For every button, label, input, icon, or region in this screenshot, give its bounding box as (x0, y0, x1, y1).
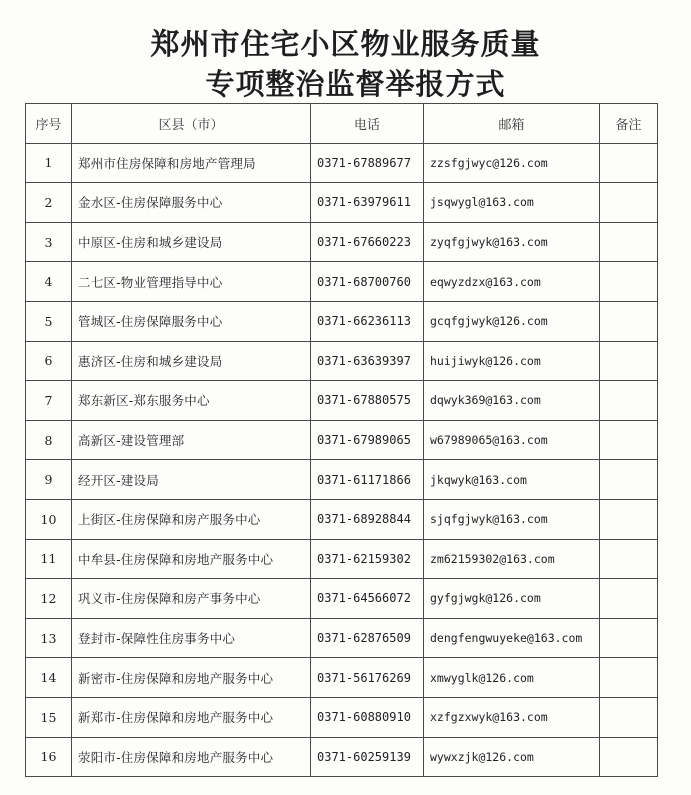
district-name: 郑东新区-郑东服务中心 (72, 381, 311, 421)
row-number: 5 (26, 301, 72, 341)
note-cell (600, 618, 658, 658)
header-email: 邮箱 (424, 104, 600, 144)
row-number: 9 (26, 460, 72, 500)
header-district: 区县（市） (72, 104, 311, 144)
table-row (26, 262, 658, 302)
email-address: huijiwyk@126.com (424, 341, 600, 381)
district-name: 中牟县-住房保障和房地产服务中心 (72, 539, 311, 579)
phone-number: 0371-60880910 (311, 697, 424, 737)
row-number: 1 (26, 143, 72, 183)
note-cell (600, 737, 658, 777)
row-number: 16 (26, 737, 72, 777)
note-cell (600, 341, 658, 381)
phone-number: 0371-63639397 (311, 341, 424, 381)
note-cell (600, 381, 658, 421)
email-address: jkqwyk@163.com (424, 460, 600, 500)
header-no: 序号 (26, 104, 72, 144)
row-number: 14 (26, 658, 72, 698)
email-address: xzfgzxwyk@163.com (424, 697, 600, 737)
district-name: 中原区-住房和城乡建设局 (72, 222, 311, 262)
district-name: 管城区-住房保障服务中心 (72, 301, 311, 341)
table-row (26, 183, 658, 223)
header-note: 备注 (600, 104, 658, 144)
table-row (26, 697, 658, 737)
table-body (26, 143, 658, 777)
table-row (26, 460, 658, 500)
district-name: 巩义市-住房保障和房产事务中心 (72, 579, 311, 619)
phone-number: 0371-68700760 (311, 262, 424, 302)
email-address: zm62159302@163.com (424, 539, 600, 579)
row-number: 4 (26, 262, 72, 302)
email-address: w67989065@163.com (424, 420, 600, 460)
row-number: 11 (26, 539, 72, 579)
note-cell (600, 143, 658, 183)
row-number: 12 (26, 579, 72, 619)
note-cell (600, 697, 658, 737)
email-address: gcqfgjwyk@126.com (424, 301, 600, 341)
email-address: zyqfgjwyk@163.com (424, 222, 600, 262)
district-name: 上街区-住房保障和房产服务中心 (72, 499, 311, 539)
phone-number: 0371-62876509 (311, 618, 424, 658)
note-cell (600, 499, 658, 539)
email-address: eqwyzdzx@163.com (424, 262, 600, 302)
email-address: sjqfgjwyk@163.com (424, 499, 600, 539)
district-name: 新郑市-住房保障和房地产服务中心 (72, 697, 311, 737)
phone-number: 0371-64566072 (311, 579, 424, 619)
document-title-line2: 专项整治监督举报方式 (205, 67, 506, 101)
table-row (26, 301, 658, 341)
email-address: dengfengwuyeke@163.com (424, 618, 600, 658)
note-cell (600, 579, 658, 619)
row-number: 7 (26, 381, 72, 421)
phone-number: 0371-67889677 (311, 143, 424, 183)
note-cell (600, 658, 658, 698)
table-row (26, 539, 658, 579)
note-cell (600, 183, 658, 223)
table-row (26, 579, 658, 619)
row-number: 6 (26, 341, 72, 381)
district-name: 郑州市住房保障和房地产管理局 (72, 143, 311, 183)
phone-number: 0371-67660223 (311, 222, 424, 262)
district-name: 金水区-住房保障服务中心 (72, 183, 311, 223)
table-row (26, 420, 658, 460)
phone-number: 0371-68928844 (311, 499, 424, 539)
phone-number: 0371-62159302 (311, 539, 424, 579)
table-row (26, 222, 658, 262)
row-number: 13 (26, 618, 72, 658)
note-cell (600, 262, 658, 302)
district-name: 经开区-建设局 (72, 460, 311, 500)
table-row (26, 499, 658, 539)
district-name: 荥阳市-住房保障和房地产服务中心 (72, 737, 311, 777)
phone-number: 0371-60259139 (311, 737, 424, 777)
district-name: 新密市-住房保障和房地产服务中心 (72, 658, 311, 698)
row-number: 15 (26, 697, 72, 737)
row-number: 8 (26, 420, 72, 460)
phone-number: 0371-56176269 (311, 658, 424, 698)
note-cell (600, 222, 658, 262)
email-address: zzsfgjwyc@126.com (424, 143, 600, 183)
phone-number: 0371-63979611 (311, 183, 424, 223)
table-row (26, 381, 658, 421)
email-address: jsqwygl@163.com (424, 183, 600, 223)
district-name: 登封市-保障性住房事务中心 (72, 618, 311, 658)
phone-number: 0371-67989065 (311, 420, 424, 460)
phone-number: 0371-66236113 (311, 301, 424, 341)
table-row (26, 658, 658, 698)
district-name: 二七区-物业管理指导中心 (72, 262, 311, 302)
row-number: 3 (26, 222, 72, 262)
table-row (26, 618, 658, 658)
row-number: 10 (26, 499, 72, 539)
header-phone: 电话 (311, 104, 424, 144)
table-row (26, 143, 658, 183)
document-title-line1: 郑州市住宅小区物业服务质量 (150, 27, 541, 61)
table-row (26, 341, 658, 381)
email-address: gyfgjwgk@126.com (424, 579, 600, 619)
email-address: xmwyglk@126.com (424, 658, 600, 698)
row-number: 2 (26, 183, 72, 223)
phone-number: 0371-61171866 (311, 460, 424, 500)
phone-number: 0371-67880575 (311, 381, 424, 421)
table-header-row (26, 104, 658, 144)
email-address: dqwyk369@163.com (424, 381, 600, 421)
district-name: 高新区-建设管理部 (72, 420, 311, 460)
note-cell (600, 420, 658, 460)
email-address: wywxzjk@126.com (424, 737, 600, 777)
district-name: 惠济区-住房和城乡建设局 (72, 341, 311, 381)
note-cell (600, 460, 658, 500)
note-cell (600, 539, 658, 579)
note-cell (600, 301, 658, 341)
contact-table (25, 103, 658, 777)
table-row (26, 737, 658, 777)
